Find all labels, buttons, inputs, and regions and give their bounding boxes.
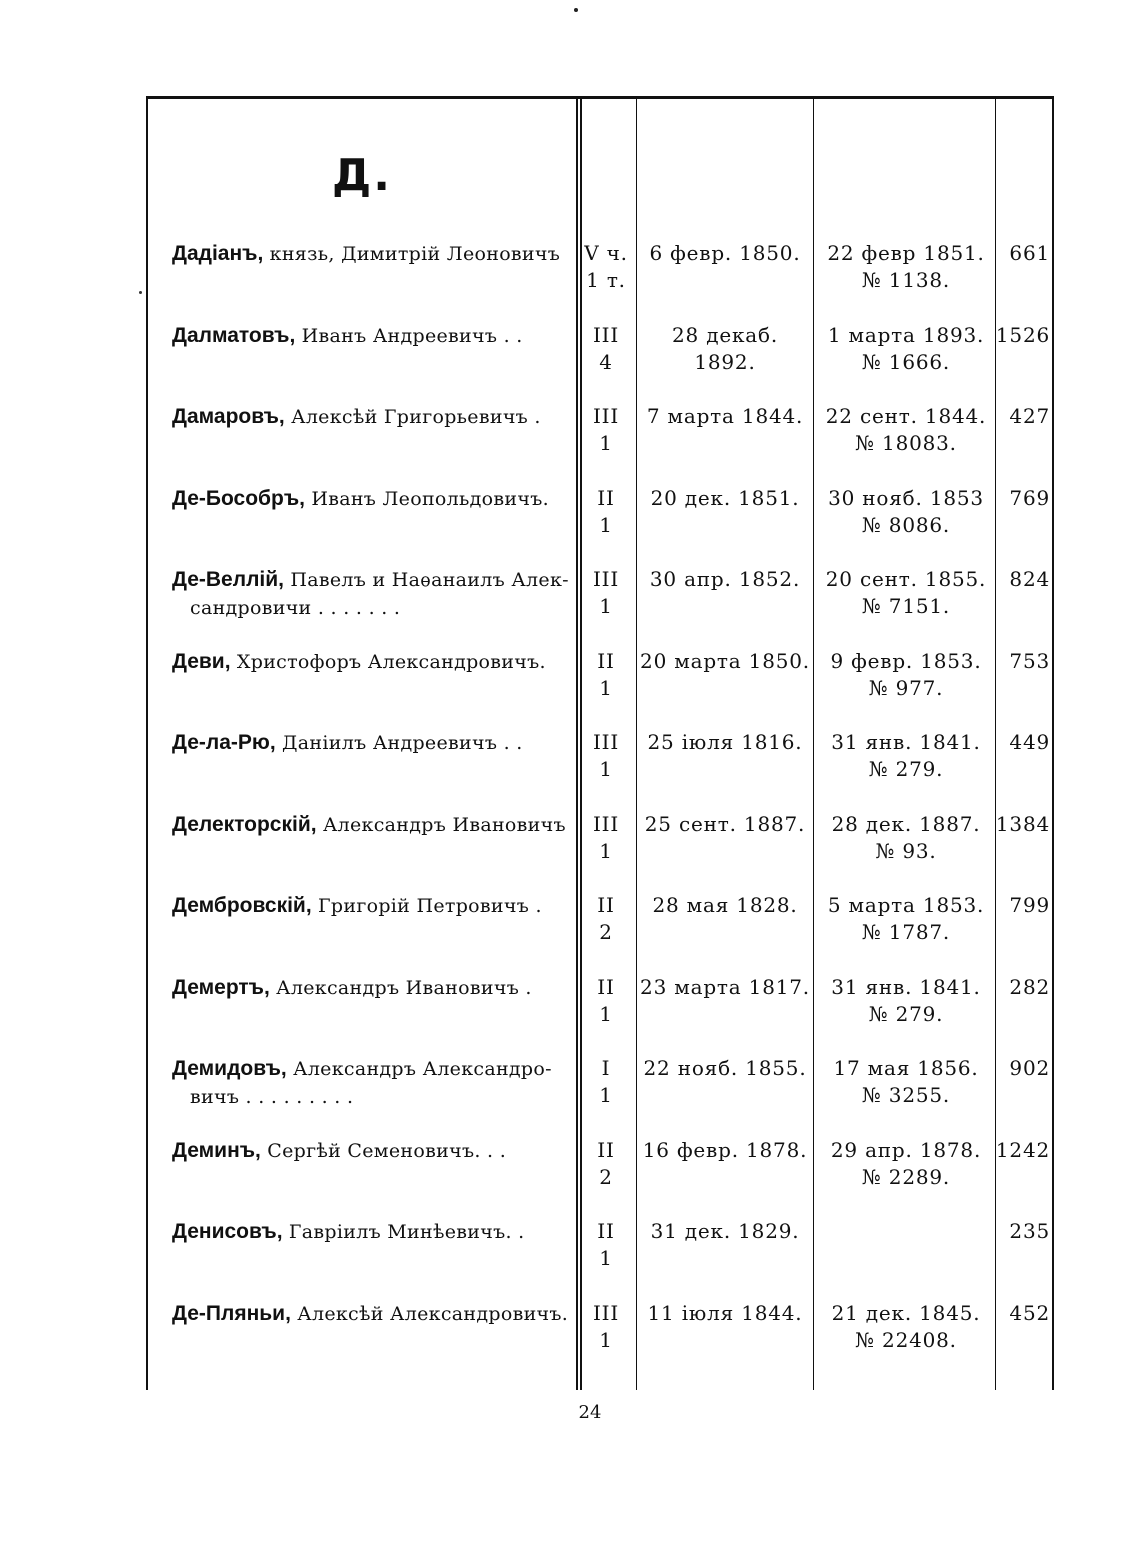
part-volume-line: II <box>597 649 615 673</box>
part-volume-line: 1 <box>599 757 613 781</box>
table-row <box>0 566 1140 646</box>
page-ref <box>994 240 1050 267</box>
person-name <box>172 403 572 431</box>
part-volume-line: 4 <box>599 350 613 374</box>
diploma-date <box>640 1055 810 1082</box>
person-name <box>172 322 572 350</box>
person-name <box>172 566 572 622</box>
approval-date-line: 21 дек. 1845. <box>831 1301 981 1325</box>
part-volume-line: 1 <box>599 1328 613 1352</box>
part-volume <box>580 1300 632 1354</box>
approval-date-line: 29 апр. 1878. <box>830 1138 982 1162</box>
diploma-date <box>640 974 810 1001</box>
diploma-date-line: 28 декаб. 1892. <box>672 323 778 374</box>
page-ref-line: 769 <box>1009 486 1050 510</box>
approval-date <box>816 1218 996 1245</box>
diploma-date <box>640 729 810 756</box>
part-volume <box>580 1137 632 1191</box>
approval-date <box>816 485 996 539</box>
page-ref-line: 661 <box>1009 241 1050 265</box>
part-volume <box>580 485 632 539</box>
diploma-date-line: 20 марта 1850. <box>640 649 810 673</box>
table-row <box>0 811 1140 891</box>
person-name <box>172 974 572 1002</box>
surname: Дадіанъ, <box>172 242 264 265</box>
part-volume-line: 1 <box>599 513 613 537</box>
approval-date <box>816 403 996 457</box>
approval-date-line: 31 янв. 1841. <box>831 730 981 754</box>
part-volume-line: 2 <box>599 920 613 944</box>
given-names: Александръ Александро- <box>293 1058 552 1080</box>
part-volume <box>580 892 632 946</box>
diploma-date <box>640 566 810 593</box>
given-names: Даніилъ Андреевичъ . . <box>282 732 523 754</box>
part-volume-line: 1 <box>599 676 613 700</box>
surname: Дамаровъ, <box>172 405 285 428</box>
approval-date-line: № 18083. <box>855 431 957 455</box>
part-volume <box>580 648 632 702</box>
page-ref-line: 1242 <box>995 1138 1050 1162</box>
given-names: Гавріилъ Минѣевичъ. . <box>288 1221 525 1243</box>
surname: Демидовъ, <box>172 1057 287 1080</box>
page-ref <box>994 892 1050 919</box>
diploma-date-line: 20 дек. 1851. <box>650 486 800 510</box>
part-volume-line: 1 <box>599 1083 613 1107</box>
part-volume <box>580 566 632 620</box>
person-name <box>172 892 572 920</box>
person-name <box>172 485 572 513</box>
approval-date-line: 22 февр 1851. <box>827 241 985 265</box>
page-ref <box>994 1218 1050 1245</box>
diploma-date-line: 28 мая 1828. <box>652 893 798 917</box>
part-volume-line: III <box>592 1301 620 1325</box>
page-ref <box>994 1137 1050 1164</box>
diploma-date-line: 30 апр. 1852. <box>649 567 801 591</box>
diploma-date-line: 6 февр. 1850. <box>649 241 801 265</box>
page-ref-line: 427 <box>1009 404 1050 428</box>
part-volume <box>580 322 632 376</box>
approval-date-line: № 279. <box>868 1002 944 1026</box>
approval-date <box>816 729 996 783</box>
approval-date-line: № 1666. <box>861 350 951 374</box>
approval-date-line: 17 мая 1856. <box>833 1056 979 1080</box>
page-ref-line: 753 <box>1009 649 1050 673</box>
part-volume-line: II <box>597 1219 615 1243</box>
part-volume-line: II <box>597 975 615 999</box>
page-ref <box>994 811 1050 838</box>
given-names: Павелъ и Наѳанаилъ Алек- <box>290 569 569 591</box>
approval-date <box>816 322 996 376</box>
part-volume-line: 1 <box>599 594 613 618</box>
person-name <box>172 1300 572 1328</box>
approval-date-line: 31 янв. 1841. <box>831 975 981 999</box>
person-name <box>172 811 572 839</box>
table-row <box>0 1055 1140 1135</box>
approval-date <box>816 240 996 294</box>
surname: Демертъ, <box>172 976 270 999</box>
part-volume-line: 1 <box>599 1002 613 1026</box>
part-volume-line: 1 <box>599 1246 613 1270</box>
page-ref-line: 235 <box>1009 1219 1050 1243</box>
part-volume <box>580 811 632 865</box>
diploma-date <box>640 1137 810 1164</box>
table-row <box>0 322 1140 402</box>
page-ref-line: 449 <box>1009 730 1050 754</box>
surname: Де-Веллій, <box>172 568 284 591</box>
approval-date-line: № 1787. <box>861 920 951 944</box>
given-names: Александръ Ивановичъ . <box>276 977 532 999</box>
surname: Деминъ, <box>172 1139 261 1162</box>
part-volume <box>580 1055 632 1109</box>
page-ref <box>994 566 1050 593</box>
person-name <box>172 1055 572 1111</box>
page-ref <box>994 729 1050 756</box>
approval-date <box>816 811 996 865</box>
table-row <box>0 240 1140 320</box>
approval-date-line: № 22408. <box>855 1328 957 1352</box>
table-row <box>0 1218 1140 1298</box>
approval-date-line: 22 сент. 1844. <box>825 404 987 428</box>
table-row <box>0 485 1140 565</box>
part-volume-line: II <box>597 1138 615 1162</box>
diploma-date <box>640 240 810 267</box>
page-ref <box>994 403 1050 430</box>
approval-date-line: № 8086. <box>861 513 951 537</box>
approval-date-line: 20 сент. 1855. <box>825 567 987 591</box>
part-volume-line: I <box>601 1056 611 1080</box>
part-volume-line: III <box>592 404 620 428</box>
approval-date-line: 9 февр. 1853. <box>830 649 982 673</box>
surname: Деви, <box>172 650 231 673</box>
page-ref-line: 824 <box>1009 567 1050 591</box>
diploma-date <box>640 322 810 376</box>
page-ref-line: 902 <box>1009 1056 1050 1080</box>
page-ref <box>994 648 1050 675</box>
approval-date-line: № 7151. <box>861 594 951 618</box>
page-ref-line: 282 <box>1009 975 1050 999</box>
given-names: Иванъ Андреевичъ . . <box>301 325 523 347</box>
diploma-date-line: 23 марта 1817. <box>640 975 810 999</box>
part-volume-line: II <box>597 893 615 917</box>
table-row <box>0 974 1140 1054</box>
page-ref <box>994 485 1050 512</box>
given-names: Григорій Петровичъ . <box>318 895 542 917</box>
table-row <box>0 1300 1140 1380</box>
diploma-date <box>640 1300 810 1327</box>
approval-date-line: 28 дек. 1887. <box>831 812 981 836</box>
approval-date-line: 5 марта 1853. <box>827 893 985 917</box>
diploma-date-line: 16 февр. 1878. <box>642 1138 808 1162</box>
given-names: Алексѣй Григорьевичъ . <box>291 406 541 428</box>
part-volume <box>580 974 632 1028</box>
diploma-date <box>640 485 810 512</box>
approval-date-line: 1 марта 1893. <box>827 323 985 347</box>
diploma-date <box>640 811 810 838</box>
given-names: Сергѣй Семеновичъ. . . <box>267 1140 507 1162</box>
part-volume-line: III <box>592 730 620 754</box>
table-row <box>0 648 1140 728</box>
part-volume-line: III <box>592 812 620 836</box>
page-ref-line: 1384 <box>995 812 1050 836</box>
page-ref <box>994 1300 1050 1327</box>
page-ref-line: 1526 <box>995 323 1050 347</box>
part-volume-line: III <box>592 323 620 347</box>
part-volume-line: 2 <box>599 1165 613 1189</box>
part-volume <box>580 1218 632 1272</box>
part-volume-line: 1 <box>599 839 613 863</box>
part-volume <box>580 240 632 294</box>
diploma-date-line: 11 іюля 1844. <box>647 1301 803 1325</box>
table-row <box>0 892 1140 972</box>
approval-date-line: № 93. <box>875 839 937 863</box>
approval-date-line: № 2289. <box>861 1165 951 1189</box>
diploma-date <box>640 648 810 675</box>
page-ref <box>994 322 1050 349</box>
approval-date-line: № 279. <box>868 757 944 781</box>
part-volume-line: 1 <box>599 431 613 455</box>
diploma-date-line: 25 іюля 1816. <box>647 730 803 754</box>
person-name <box>172 729 572 757</box>
surname: Денисовъ, <box>172 1220 283 1243</box>
diploma-date <box>640 892 810 919</box>
approval-date-line: № 3255. <box>861 1083 951 1107</box>
page-ref <box>994 974 1050 1001</box>
approval-date-line: 30 нояб. 1853 <box>828 486 984 510</box>
table-row <box>0 1137 1140 1217</box>
given-names: Александръ Ивановичъ <box>322 814 566 836</box>
part-volume-line: V ч. <box>584 241 628 265</box>
part-volume <box>580 729 632 783</box>
approval-date <box>816 1300 996 1354</box>
given-names: Иванъ Леопольдовичъ. <box>311 488 549 510</box>
page-number: 24 <box>578 1402 602 1423</box>
approval-date <box>816 648 996 702</box>
approval-date <box>816 892 996 946</box>
approval-date <box>816 1137 996 1191</box>
person-name <box>172 648 572 676</box>
diploma-date <box>640 403 810 430</box>
table-row <box>0 403 1140 483</box>
print-speck <box>574 8 578 12</box>
approval-date-line: № 1138. <box>861 268 951 292</box>
given-names: князь, Димитрій Леоновичъ <box>269 243 561 265</box>
diploma-date-line: 25 сент. 1887. <box>644 812 806 836</box>
person-name <box>172 1218 572 1246</box>
part-volume <box>580 403 632 457</box>
approval-date-line: № 977. <box>868 676 944 700</box>
person-name <box>172 1137 572 1165</box>
given-names: Христофоръ Александровичъ. <box>236 651 546 673</box>
page-ref-line: 799 <box>1009 893 1050 917</box>
part-volume-line: II <box>597 486 615 510</box>
diploma-date <box>640 1218 810 1245</box>
table-top-rule <box>148 96 1054 99</box>
diploma-date-line: 31 дек. 1829. <box>650 1219 800 1243</box>
surname: Де-Пляньи, <box>172 1302 291 1325</box>
approval-date <box>816 1055 996 1109</box>
approval-date <box>816 566 996 620</box>
surname: Де-ла-Рю, <box>172 731 276 754</box>
given-names: Алексѣй Александровичъ. <box>297 1303 569 1325</box>
part-volume-line: III <box>592 567 620 591</box>
name-continuation: сандровичи . . . . . . . <box>190 597 401 619</box>
page-ref-line: 452 <box>1009 1301 1050 1325</box>
part-volume-line: 1 т. <box>586 268 626 292</box>
diploma-date-line: 7 марта 1844. <box>646 404 804 428</box>
section-letter: Д. <box>332 150 392 201</box>
diploma-date-line: 22 нояб. 1855. <box>643 1056 807 1080</box>
table-row <box>0 729 1140 809</box>
person-name <box>172 240 572 268</box>
surname: Де-Бособръ, <box>172 487 305 510</box>
page-ref <box>994 1055 1050 1082</box>
surname: Делекторскій, <box>172 813 317 836</box>
surname: Далматовъ, <box>172 324 296 347</box>
approval-date <box>816 974 996 1028</box>
surname: Дембровскій, <box>172 894 312 917</box>
name-continuation: вичъ . . . . . . . . . <box>190 1086 354 1108</box>
